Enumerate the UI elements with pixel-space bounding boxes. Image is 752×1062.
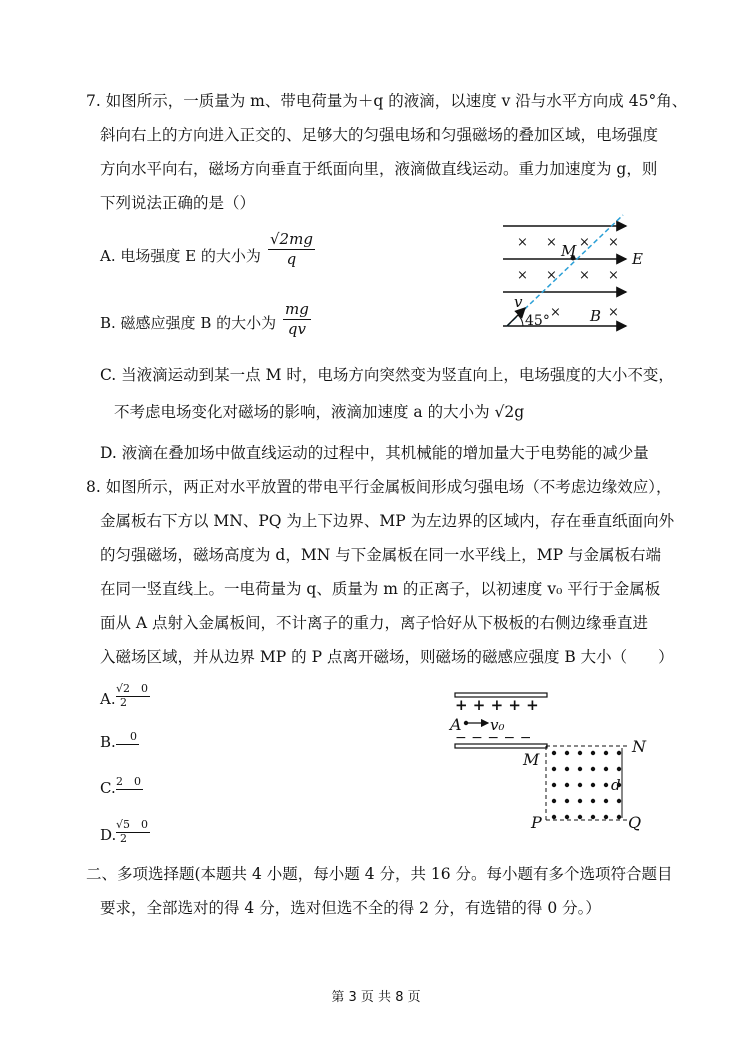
q8-line-6: 入磁场区域，并从边界 MP 的 P 点离开磁场，则磁场的磁感应强度 B 大小（ ） [100,648,674,666]
field-dot [578,783,582,787]
cross-mark: × [546,268,557,283]
q7-field-diagram [495,213,655,338]
label-d: d [611,776,621,794]
field-dot [604,783,608,787]
q8-option-d-fraction [116,819,150,845]
cross-mark: × [608,235,619,250]
field-dot [578,751,582,755]
field-dot [552,799,556,803]
field-dot [617,751,621,755]
plus-signs: + + + + + [455,696,539,714]
field-dot [617,815,621,819]
q7-option-b-denominator: qv [287,320,306,338]
cross-mark: × [579,268,590,283]
label-a: A [450,715,462,734]
q7-line-1: 7. 如图所示，一质量为 m、带电荷量为＋q 的液滴，以速度 v 沿与水平方向成 45°角、 [86,92,688,110]
q7-option-d: D. 液滴在叠加场中做直线运动的过程中，其机械能的增加量大于电势能的减少量 [100,444,649,462]
label-e: E [632,250,643,268]
q7-line-4: 下列说法正确的是（） [100,194,256,212]
label-m: M [523,750,540,769]
q8-option-a-denominator: 2 [120,696,127,709]
field-dot [604,751,608,755]
label-b: B [590,307,602,325]
q8-option-d-denominator: 2 [120,832,127,845]
field-dot [565,799,569,803]
q8-option-d-label: D. [100,826,117,844]
q8-option-b-numerator: 0 [116,731,139,745]
cross-mark: × [517,268,528,283]
field-dot [578,815,582,819]
q7-option-a-numerator: √2mg [270,230,313,248]
q7-line-3: 方向水平向右，磁场方向垂直于纸面向里，液滴做直线运动。重力加速度为 g，则 [100,160,658,178]
field-dot [604,815,608,819]
field-dot [578,767,582,771]
field-dot [617,767,621,771]
label-angle: 45° [525,313,550,329]
field-dot [591,751,595,755]
q8-plate-magnetic-diagram [440,686,665,836]
section2-heading-line-1: 二、多项选择题(本题共 4 小题，每小题 4 分，共 16 分。每小题有多个选项符合题目 [86,865,673,883]
label-q: Q [628,813,642,832]
cross-mark: × [579,235,590,250]
cross-mark: × [608,305,619,320]
field-dot [604,767,608,771]
section2-heading-line-2: 要求，全部选对的得 4 分，选对但选不全的得 2 分，有选错的得 0 分。） [100,899,601,917]
label-v0: v₀ [490,716,505,734]
q7-option-b-numerator: mg [285,300,309,318]
cross-mark: × [517,235,528,250]
q8-option-a-numerator: √2 0 [116,682,149,695]
lower-plate [455,744,547,748]
field-dot [617,799,621,803]
cross-mark: × [546,235,557,250]
q8-line-5: 面从 A 点射入金属板间，不计离子的重力，离子恰好从下极板的右侧边缘垂直进 [100,614,649,632]
field-dot [552,783,556,787]
q8-line-3: 的匀强磁场，磁场高度为 d，MN 与下金属板在同一水平线上，MP 与金属板右端 [100,546,661,564]
q8-line-4: 在同一竖直线上。一电荷量为 q、质量为 m 的正离子，以初速度 v₀ 平行于金属板 [100,580,661,598]
q8-option-d-numerator: √5 0 [116,818,149,831]
cross-mark: × [608,268,619,283]
field-dot [578,799,582,803]
label-v: v [514,293,523,311]
label-p: P [531,813,542,832]
q8-line-2: 金属板右下方以 MN、PQ 为上下边界、MP 为左边界的区域内，存在垂直纸面向外 [100,512,675,530]
field-dot [591,799,595,803]
q7-option-b-text: B. 磁感应强度 B 的大小为 [100,314,277,332]
q8-line-1: 8. 如图所示，两正对水平放置的带电平行金属板间形成匀强电场（不考虑边缘效应）， [86,478,672,496]
field-dot [565,783,569,787]
label-m: M [561,242,577,260]
field-dot [565,767,569,771]
q7-option-b-fraction [283,300,311,338]
q7-option-a-fraction [268,230,315,268]
field-dot [591,767,595,771]
q7-option-a-text: A. 电场强度 E 的大小为 [100,247,261,265]
field-dot [552,767,556,771]
field-dot [565,751,569,755]
page-footer: 第 3 页 共 8 页 [331,990,421,1005]
field-dot [591,783,595,787]
field-dot [604,799,608,803]
q7-option-a-denominator: q [286,250,297,268]
label-n: N [632,737,646,756]
angle-arc [518,315,523,326]
q8-option-a-fraction [116,683,150,709]
q8-option-c-fraction [116,776,143,790]
q8-option-a-label: A. [100,690,116,708]
q8-option-b-label: B. [100,733,116,751]
minus-signs: − − − − − [455,730,532,746]
q8-option-b-fraction [116,731,139,745]
field-dot [552,751,556,755]
q8-option-c-label: C. [100,779,116,797]
q7-line-2: 斜向右上的方向进入正交的、足够大的匀强电场和匀强磁场的叠加区域，电场强度 [100,126,659,144]
q7-option-c-line-2: 不考虑电场变化对磁场的影响，液滴加速度 a 的大小为 √2g [114,403,525,421]
q7-option-c-line-1: C. 当液滴运动到某一点 M 时，电场方向突然变为竖直向上，电场强度的大小不变， [100,366,674,384]
cross-mark: × [550,305,561,320]
field-dot [591,815,595,819]
field-dot [565,815,569,819]
q8-option-c-numerator: 2 0 [116,775,141,788]
field-dot [552,815,556,819]
